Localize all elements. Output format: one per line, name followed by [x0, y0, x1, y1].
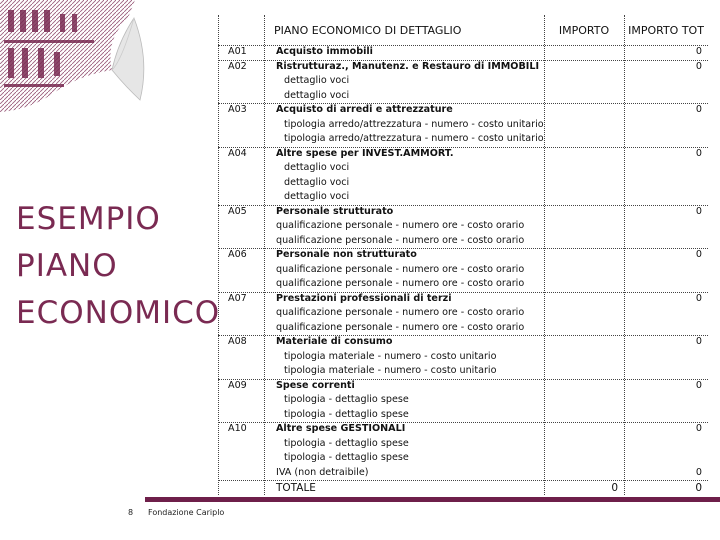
row-importo-tot: 0 [695, 336, 702, 347]
table-row-divider [218, 103, 708, 104]
total-importo: 0 [611, 482, 618, 494]
row-description: Altre spese per INVEST.AMMORT. [276, 147, 454, 159]
table-row [218, 277, 708, 292]
row-importo-tot: 0 [695, 46, 702, 57]
row-code: A01 [228, 46, 247, 57]
table-header [218, 15, 708, 45]
corner-illustration-icon [0, 0, 160, 125]
table-row-divider [218, 45, 708, 46]
row-code: A02 [228, 60, 247, 72]
row-importo-tot: 0 [695, 60, 702, 72]
row-code: A03 [228, 104, 247, 115]
table-row-divider [218, 335, 708, 336]
table-row [218, 60, 708, 75]
row-importo-tot: 0 [695, 205, 702, 217]
total-importo-tot: 0 [695, 482, 702, 494]
budget-table [218, 15, 708, 494]
table-row [218, 147, 708, 162]
table-row [218, 292, 708, 307]
table-row [218, 89, 708, 104]
table-row [218, 393, 708, 408]
table-row [218, 263, 708, 278]
row-description: Ristrutturaz., Manutenz. e Restauro di IMMOBILI [276, 60, 540, 72]
row-description: tipologia arredo/attrezzatura - numero - costo unitario [284, 133, 544, 144]
row-description: dettaglio voci [284, 89, 350, 101]
table-row [218, 321, 708, 336]
page-number: 8 [128, 508, 134, 517]
table-row [218, 74, 708, 89]
table-row [218, 161, 708, 176]
row-importo-tot: 0 [695, 292, 702, 304]
table-row [218, 234, 708, 249]
row-description: qualificazione personale - numero ore - costo orario [276, 234, 525, 246]
row-description: qualificazione personale - numero ore - costo orario [276, 307, 525, 318]
headline [16, 196, 220, 337]
row-importo-tot: 0 [695, 249, 702, 260]
row-description: dettaglio voci [284, 176, 350, 188]
row-importo-tot: 0 [695, 147, 702, 159]
row-code: A09 [228, 379, 247, 391]
table-row [218, 335, 708, 350]
header-importo-tot: IMPORTO TOT [628, 23, 704, 37]
row-importo-tot: 0 [695, 423, 702, 434]
total-row [218, 481, 708, 496]
row-description: tipologia materiale - numero - costo unitario [284, 365, 497, 376]
table-row [218, 45, 708, 60]
table-row [218, 132, 708, 147]
row-description: tipologia materiale - numero - costo unitario [284, 350, 497, 362]
row-code: A10 [228, 423, 247, 434]
table-column-divider [264, 15, 265, 495]
footer-bar [145, 497, 720, 502]
row-importo-tot: 0 [695, 104, 702, 115]
header-importo: IMPORTO [558, 23, 610, 37]
row-description: tipologia - dettaglio spese [284, 437, 409, 449]
table-row [218, 408, 708, 423]
row-description: tipologia - dettaglio spese [284, 452, 409, 463]
row-description: Spese correnti [276, 379, 355, 391]
table-row-divider [218, 292, 708, 293]
row-description: Materiale di consumo [276, 336, 393, 347]
table-row [218, 176, 708, 191]
row-code: A06 [228, 249, 247, 260]
table-row [218, 350, 708, 365]
table-row-divider [218, 379, 708, 380]
headline-line-3: ECONOMICO [16, 295, 221, 331]
row-description: Acquisto immobili [276, 46, 373, 57]
row-code: A04 [228, 147, 247, 159]
table-column-divider [544, 15, 545, 495]
table-row [218, 190, 708, 205]
table-row-divider [218, 248, 708, 249]
row-code: A08 [228, 336, 247, 347]
row-description: Prestazioni professionali di terzi [276, 292, 452, 304]
table-row [218, 205, 708, 220]
table-row-divider [218, 147, 708, 148]
headline-line-1: ESEMPIO [16, 201, 161, 237]
table-column-divider [624, 15, 625, 495]
row-description: dettaglio voci [284, 191, 350, 202]
table-row [218, 379, 708, 394]
row-description: qualificazione personale - numero ore - costo orario [276, 263, 525, 275]
row-description: qualificazione personale - numero ore - costo orario [276, 321, 525, 333]
table-row [218, 248, 708, 263]
footer-organization: Fondazione Cariplo [148, 508, 225, 517]
table-row [218, 219, 708, 234]
row-description: IVA (non detraibile) [276, 466, 369, 478]
row-description: qualificazione personale - numero ore - costo orario [276, 220, 525, 231]
table-column-divider [218, 15, 219, 495]
row-description: Personale non strutturato [276, 249, 417, 260]
row-importo-tot: 0 [695, 466, 702, 478]
table-row [218, 306, 708, 321]
row-description: qualificazione personale - numero ore - costo orario [276, 278, 525, 289]
row-description: Acquisto di arredi e attrezzature [276, 104, 453, 115]
total-label: TOTALE [276, 482, 316, 494]
row-description: tipologia arredo/attrezzatura - numero - costo unitario [284, 118, 544, 130]
headline-line-2: PIANO [16, 248, 118, 284]
table-row [218, 422, 708, 437]
row-code: A05 [228, 205, 247, 217]
table-row [218, 364, 708, 379]
header-main: PIANO ECONOMICO DI DETTAGLIO [274, 23, 462, 37]
table-row [218, 103, 708, 118]
table-row [218, 466, 708, 481]
row-description: tipologia - dettaglio spese [284, 408, 409, 420]
row-description: tipologia - dettaglio spese [284, 394, 409, 405]
row-description: Personale strutturato [276, 205, 394, 217]
row-description: dettaglio voci [284, 162, 350, 173]
table-row [218, 437, 708, 452]
row-importo-tot: 0 [695, 379, 702, 391]
table-row-divider [218, 205, 708, 206]
table-row [218, 118, 708, 133]
table-row-divider [218, 480, 708, 481]
table-row-divider [218, 422, 708, 423]
row-description: Altre spese GESTIONALI [276, 423, 406, 434]
table-row-divider [218, 60, 708, 61]
table-row [218, 451, 708, 466]
row-description: dettaglio voci [284, 75, 350, 86]
row-code: A07 [228, 292, 247, 304]
